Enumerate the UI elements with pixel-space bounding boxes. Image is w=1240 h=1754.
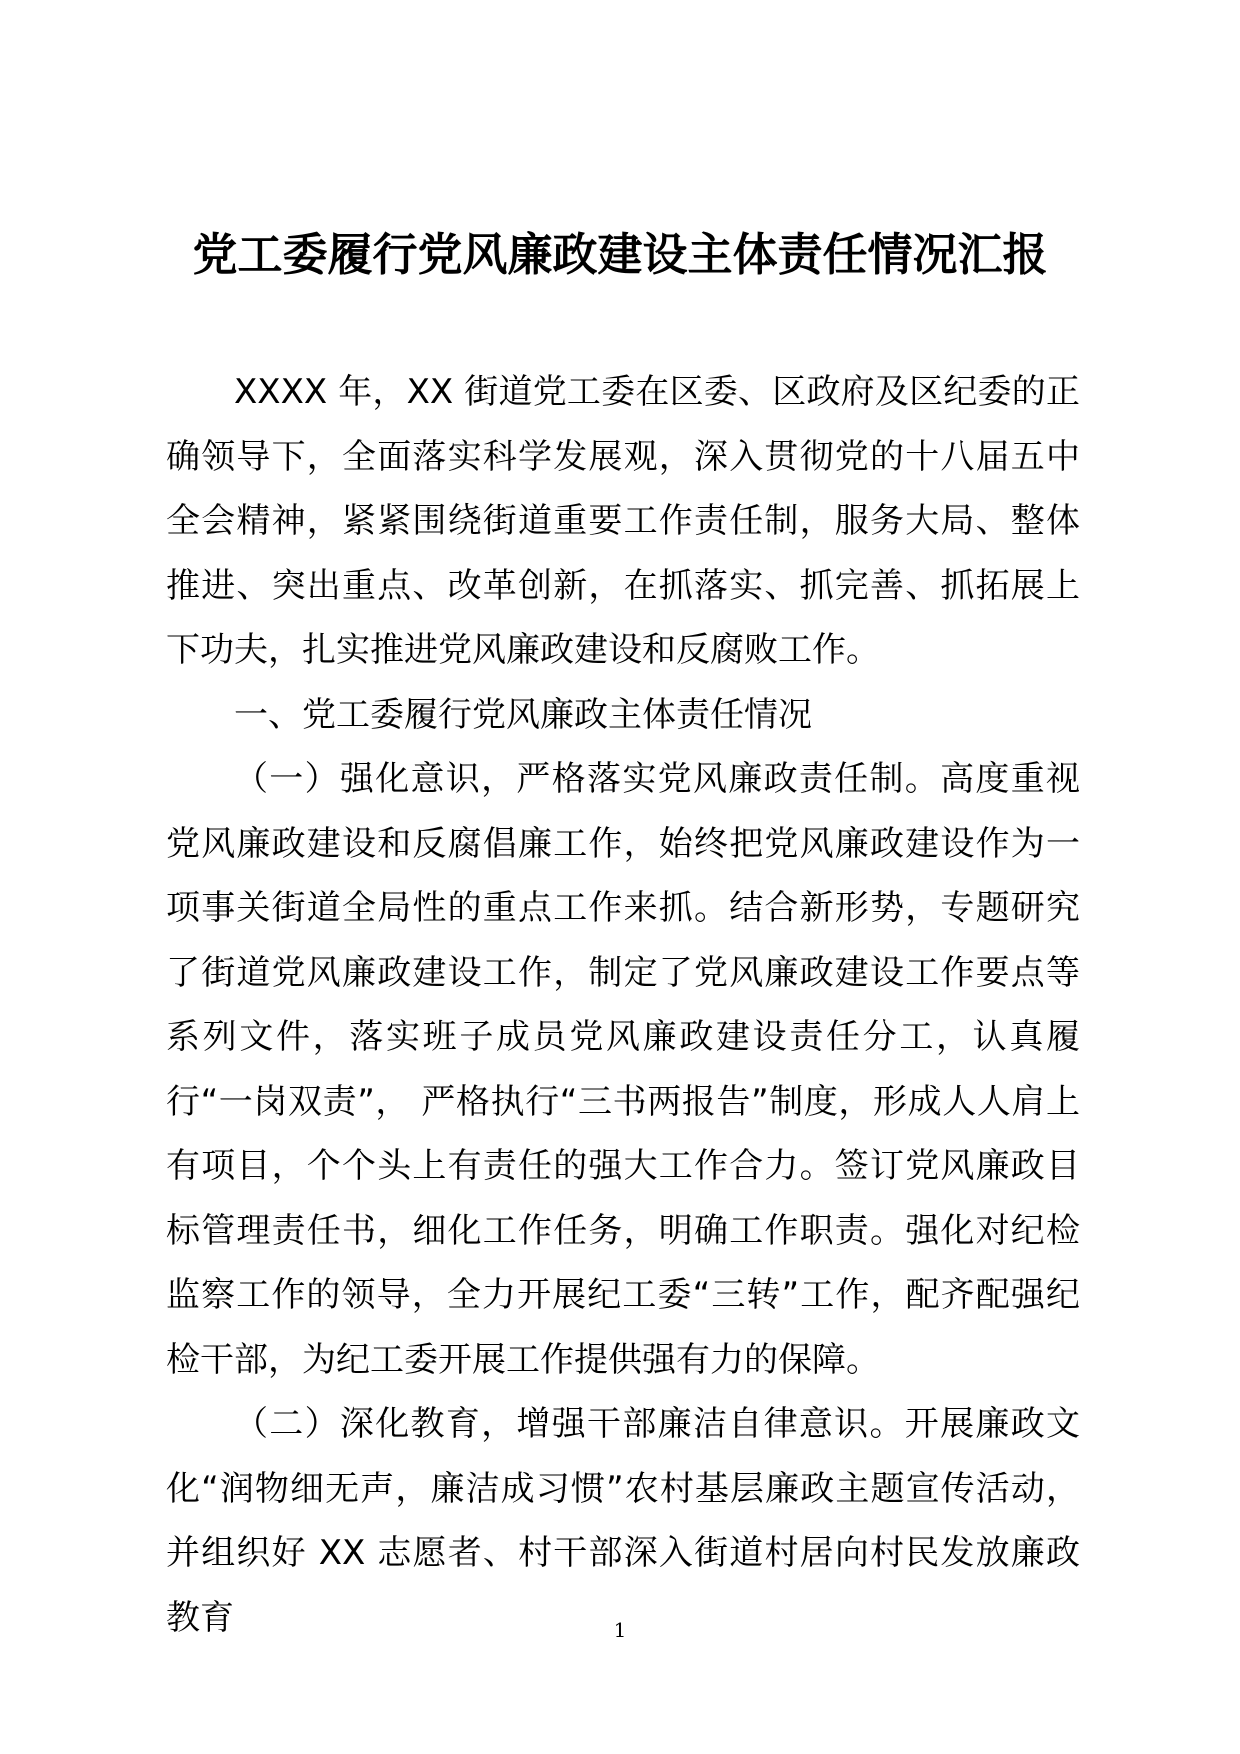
section-heading: 一、党工委履行党风廉政主体责任情况 (234, 694, 812, 735)
intro-paragraph: XXXX 年，XX 街道党工委在区委、区政府及区纪委的正确领导下，全面落实科学发展观，深入贯彻党的十八届五中全会精神，紧紧围绕街道重要工作责任制，服务大局、整体推进、突出重点、改革创新，在抓落实、抓完善、抓拓展上下功夫，扎实推进党风廉政建设和反腐败工作。 (166, 372, 1080, 670)
document-title: 党工委履行党风廉政建设主体责任情况汇报 (192, 228, 1048, 281)
subsection-paragraph-2: （二）深化教育，增强干部廉洁自律意识。开展廉政文化“润物细无声，廉洁成习惯”农村基层廉政主题宣传活动，并组织好 XX 志愿者、村干部深入街道村居向村民发放廉政教育 (166, 1404, 1080, 1638)
page-number: 1 (613, 1618, 627, 1642)
subsection-paragraph-1: （一）强化意识，严格落实党风廉政责任制。高度重视党风廉政建设和反腐倡廉工作，始终把党风廉政建设作为一项事关街道全局性的重点工作来抓。结合新形势，专题研究了街道党风廉政建设工作，制定了党风廉政建设工作要点等系列文件，落实班子成员党风廉政建设责任分工，认真履行“一岗双责”， 严格执行“三书两报告”制度，形成人人肩上有项目，个个头上有责任的强大工作合力。签订党风廉政目标管理责任书，细化工作任务，明确工作职责。强化对纪检监察工作的领导，全力开展纪工委“三转”工作，配齐配强纪检干部，为纪工委开展工作提供强有力的保障。 (166, 759, 1080, 1380)
document-body (166, 360, 1080, 1650)
